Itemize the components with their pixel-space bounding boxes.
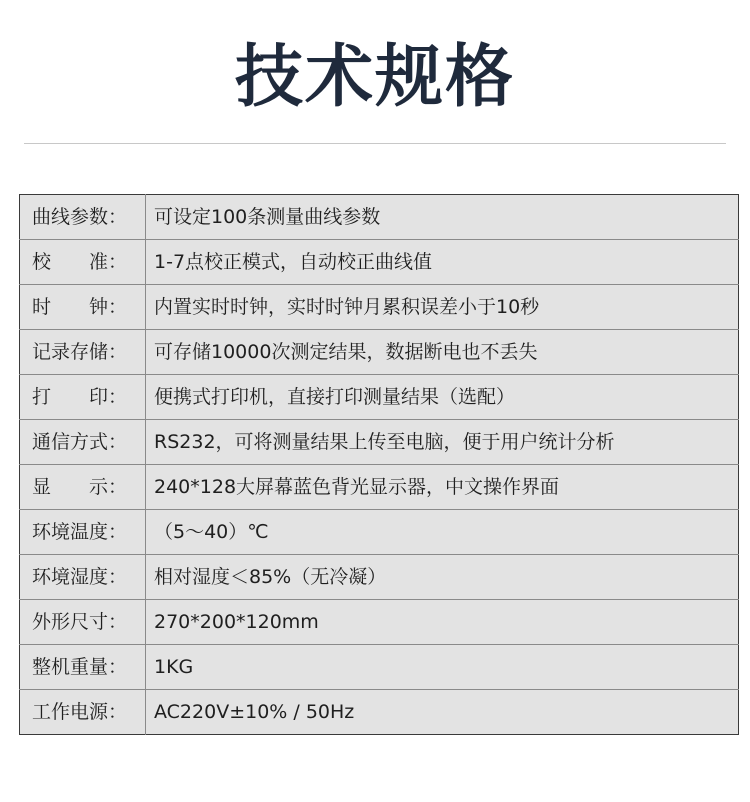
spec-label: 环境湿度： xyxy=(20,555,146,600)
spec-label: 整机重量： xyxy=(20,645,146,690)
spec-value: AC220V±10% / 50Hz xyxy=(146,690,739,735)
spec-value: RS232，可将测量结果上传至电脑，便于用户统计分析 xyxy=(146,420,739,465)
spec-label: 环境温度： xyxy=(20,510,146,555)
spec-label: 通信方式： xyxy=(20,420,146,465)
spec-table xyxy=(19,194,739,735)
table-row xyxy=(20,510,739,555)
title-divider xyxy=(24,143,726,144)
spec-value: 1KG xyxy=(146,645,739,690)
table-row xyxy=(20,285,739,330)
spec-value: 240*128大屏幕蓝色背光显示器，中文操作界面 xyxy=(146,465,739,510)
spec-value: 便携式打印机，直接打印测量结果（选配） xyxy=(146,375,739,420)
spec-label: 时 钟： xyxy=(20,285,146,330)
spec-label: 外形尺寸： xyxy=(20,600,146,645)
spec-value: 内置实时时钟，实时时钟月累积误差小于10秒 xyxy=(146,285,739,330)
spec-value: 可存储10000次测定结果，数据断电也不丢失 xyxy=(146,330,739,375)
table-row xyxy=(20,645,739,690)
spec-value: 相对湿度＜85%（无冷凝） xyxy=(146,555,739,600)
spec-label: 打 印： xyxy=(20,375,146,420)
spec-value: （5～40）℃ xyxy=(146,510,739,555)
table-row xyxy=(20,555,739,600)
table-row xyxy=(20,330,739,375)
table-row xyxy=(20,465,739,510)
page-title: 技术规格 xyxy=(234,38,515,117)
table-row xyxy=(20,420,739,465)
spec-label: 工作电源： xyxy=(20,690,146,735)
table-row xyxy=(20,195,739,240)
table-row xyxy=(20,690,739,735)
table-row xyxy=(20,240,739,285)
table-row xyxy=(20,375,739,420)
spec-value: 270*200*120mm xyxy=(146,600,739,645)
spec-label: 显 示： xyxy=(20,465,146,510)
spec-label: 曲线参数： xyxy=(20,195,146,240)
spec-label: 校 准： xyxy=(20,240,146,285)
spec-label: 记录存储： xyxy=(20,330,146,375)
spec-value: 1-7点校正模式，自动校正曲线值 xyxy=(146,240,739,285)
table-row xyxy=(20,600,739,645)
spec-value: 可设定100条测量曲线参数 xyxy=(154,206,381,228)
